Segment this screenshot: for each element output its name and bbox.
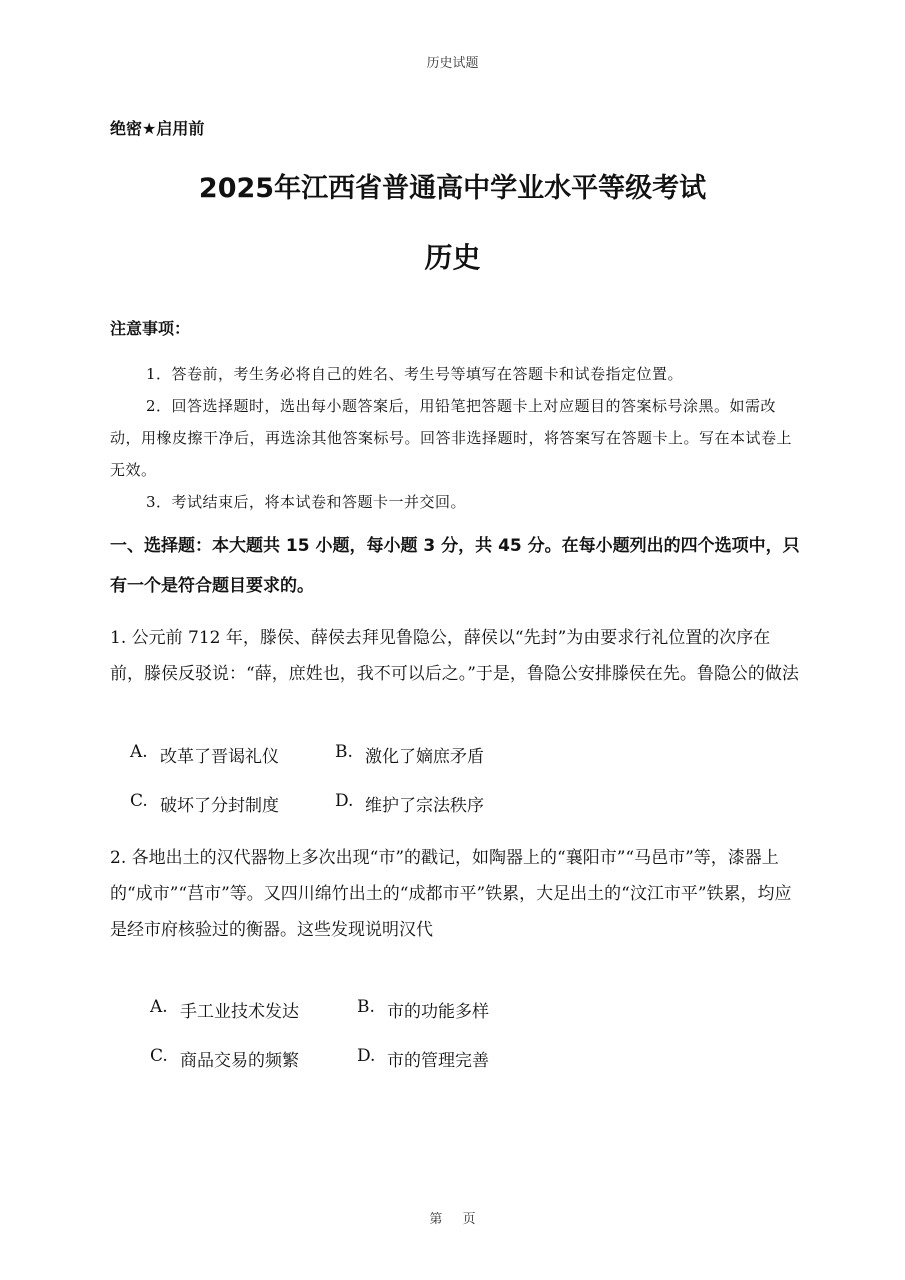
option-d: [357, 1046, 489, 1071]
option-c: [130, 791, 335, 816]
option-b: [357, 997, 489, 1022]
option-c: [150, 1046, 357, 1071]
subject-title: 历史: [424, 241, 481, 274]
notice-item: 1．答卷前，考生务必将自己的姓名、考生号等填写在答题卡和试卷指定位置。: [146, 365, 684, 383]
option-text: 激化了嫡庶矛盾: [365, 747, 484, 767]
option-text: 破坏了分封制度: [160, 796, 279, 816]
question-2-options-row-2: [150, 1046, 489, 1071]
option-a: [150, 997, 357, 1022]
notice-heading: 注意事项：: [110, 319, 191, 338]
option-letter: A.: [130, 742, 148, 762]
notice-item: 3．考试结束后，将本试卷和答题卡一并交回。: [146, 493, 467, 511]
option-text: 市的功能多样: [387, 1002, 489, 1022]
option-letter: C.: [150, 1046, 168, 1066]
option-text: 商品交易的频繁: [180, 1051, 299, 1071]
question-2-options-row-1: [150, 997, 489, 1022]
question-1-options-row-2: [130, 791, 484, 816]
question-2-stem: 2. 各地出土的汉代器物上多次出现“市”的戳记，如陶器上的“襄阳市”“马邑市”等，漆器上的“成市”“莒市”等。又四川绵竹出土的“成都市平”铁累，大足出土的“汶江市平”铁累，均应是经市府核验过的衡器。这些发现说明汉代: [110, 848, 792, 940]
option-b: [335, 742, 484, 767]
option-letter: D.: [335, 791, 354, 811]
option-letter: B.: [357, 997, 375, 1017]
option-text: 手工业技术发达: [180, 1002, 299, 1022]
page-header: 历史试题: [426, 56, 479, 71]
option-d: [335, 791, 484, 816]
option-text: 市的管理完善: [387, 1051, 489, 1071]
option-text: 改革了晋谒礼仪: [160, 747, 279, 767]
notice-list: [110, 358, 800, 518]
page-footer: [0, 1208, 905, 1227]
notice-item: 2．回答选择题时，选出每小题答案后，用铅笔把答题卡上对应题目的答案标号涂黑。如需改动，用橡皮擦干净后，再选涂其他答案标号。回答非选择题时，将答案写在答题卡上。写在本试卷上无效。: [110, 397, 793, 479]
question-1-stem: 1. 公元前 712 年，滕侯、薛侯去拜见鲁隐公，薛侯以“先封”为由要求行礼位置的次序在前，滕侯反驳说：“薛，庶姓也，我不可以后之。”于是，鲁隐公安排滕侯在先。鲁隐公的做法: [110, 628, 799, 684]
option-a: [130, 742, 335, 767]
option-letter: C.: [130, 791, 148, 811]
option-letter: A.: [150, 997, 168, 1017]
footer-page-prefix: 第: [429, 1212, 443, 1227]
footer-page-suffix: 页: [462, 1212, 476, 1227]
question-1-options-row-1: [130, 742, 484, 767]
section-heading: 一、选择题：本大题共 15 小题，每小题 3 分，共 45 分。在每小题列出的四个选项中，只有一个是符合题目要求的。: [110, 536, 800, 596]
option-letter: B.: [335, 742, 353, 762]
confidentiality-label: 绝密★启用前: [110, 119, 205, 138]
exam-title: 2025年江西省普通高中学业水平等级考试: [198, 173, 707, 204]
option-letter: D.: [357, 1046, 376, 1066]
option-text: 维护了宗法秩序: [365, 796, 484, 816]
